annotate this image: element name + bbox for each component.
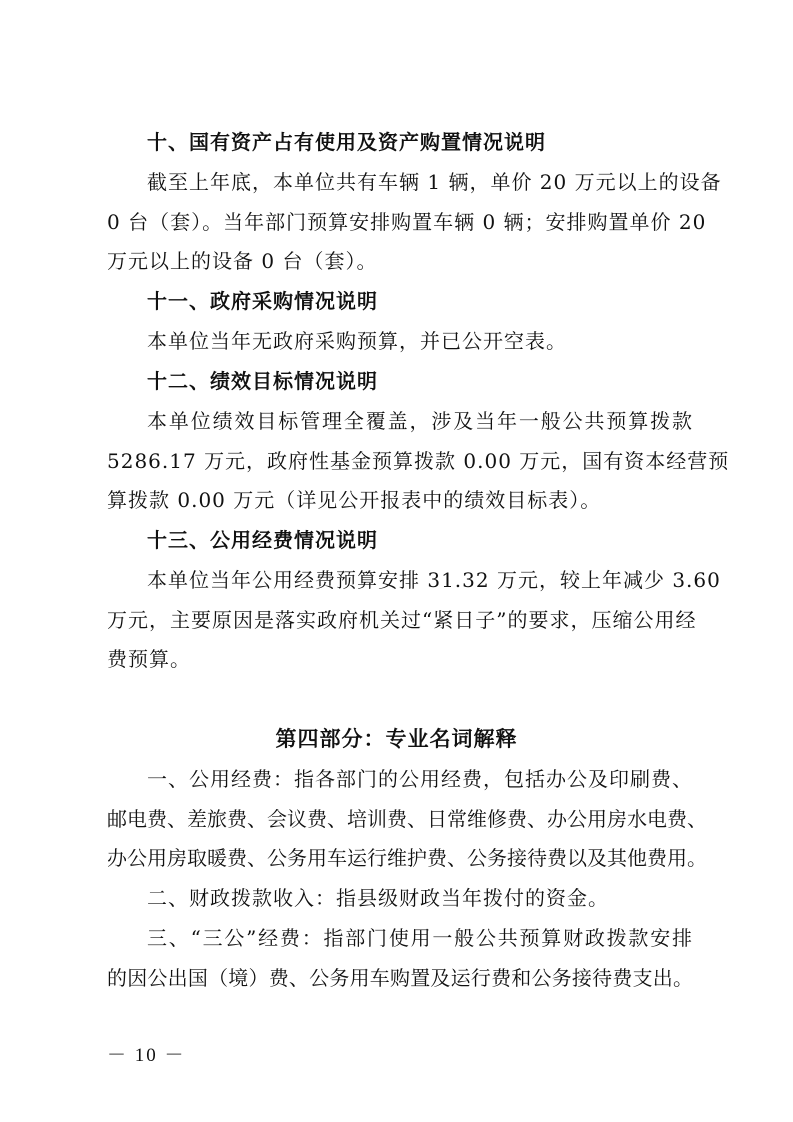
- section-heading-assets: 十、国有资产占有使用及资产购置情况说明: [147, 130, 546, 154]
- paragraph-line: 万元以上的设备 0 台（套）。: [107, 249, 378, 273]
- page-number: － 10 －: [107, 1045, 186, 1066]
- paragraph-line: 费预算。: [107, 647, 191, 671]
- paragraph-line: 5286.17 万元，政府性基金预算拨款 0.00 万元，国有资本经营预: [107, 449, 730, 473]
- paragraph-line: 本单位当年公用经费预算安排 31.32 万元，较上年减少 3.60: [147, 568, 721, 592]
- section-heading-public-expenses: 十三、公用经费情况说明: [147, 528, 378, 552]
- paragraph-line: 截至上年底，本单位共有车辆 1 辆，单价 20 万元以上的设备: [147, 170, 722, 194]
- paragraph-line: 的因公出国（境）费、公务用车购置及运行费和公务接待费支出。: [107, 966, 693, 990]
- part-title: 第四部分：专业名词解释: [275, 726, 518, 751]
- paragraph-line: 二、财政拨款收入：指县级财政当年拨付的资金。: [147, 886, 609, 910]
- paragraph-line: 邮电费、差旅费、会议费、培训费、日常维修费、办公用房水电费、: [107, 807, 707, 831]
- paragraph-line: 三、“三公”经费：指部门使用一般公共预算财政拨款安排: [147, 926, 693, 950]
- paragraph-line: 一、公用经费：指各部门的公用经费，包括办公及印刷费、: [147, 767, 693, 791]
- paragraph-line: 办公用房取暖费、公务用车运行维护费、公务接待费以及其他费用。: [107, 846, 707, 870]
- paragraph-line: 万元，主要原因是落实政府机关过“紧日子”的要求，压缩公用经: [107, 608, 697, 632]
- paragraph-line: 本单位绩效目标管理全覆盖，涉及当年一般公共预算拨款: [147, 409, 693, 433]
- section-heading-performance: 十二、绩效目标情况说明: [147, 369, 378, 393]
- paragraph-line: 0 台（套）。当年部门预算安排购置车辆 0 辆；安排购置单价 20: [107, 210, 707, 234]
- section-heading-procurement: 十一、政府采购情况说明: [147, 289, 378, 313]
- paragraph-line: 本单位当年无政府采购预算，并已公开空表。: [147, 329, 567, 353]
- paragraph-line: 算拨款 0.00 万元（详见公开报表中的绩效目标表）。: [107, 488, 602, 512]
